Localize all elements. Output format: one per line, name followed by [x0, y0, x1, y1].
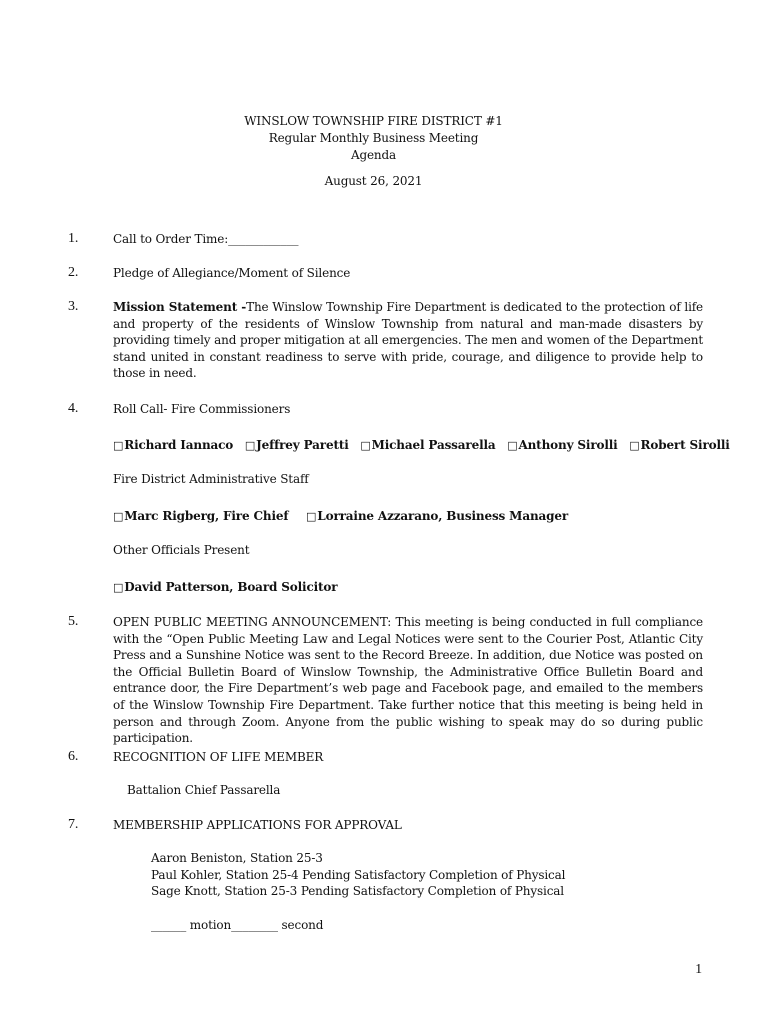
applicant-line: Aaron Beniston, Station 25-3: [151, 851, 323, 865]
motion-second-line: ______ motion________ second: [151, 918, 324, 932]
commissioner-entry[interactable]: □Anthony Sirolli: [507, 438, 618, 452]
admin-staff-heading: Fire District Administrative Staff: [113, 472, 309, 486]
applicant-line: Sage Knott, Station 25-3 Pending Satisfactory Completion of Physical: [151, 884, 564, 898]
commissioner-entry[interactable]: □Robert Sirolli: [629, 438, 730, 452]
mission-text: The Winslow Township Fire Department is dedicated to the protection of life and property of the residents of Winslow Township from natural and man-made disasters by providing timely and proper mitigation at all emergencies. The men and women of the Department stand united in constant readiness to serve with pride, courage, and diligence to provide help to those in need.: [113, 300, 704, 381]
document-header: [0, 113, 747, 190]
mission-statement: [113, 299, 703, 382]
page-number: 1: [695, 962, 702, 977]
item-text: Call to Order Time:____________: [113, 232, 299, 246]
checkbox-icon[interactable]: □: [507, 439, 518, 452]
checkbox-icon[interactable]: □: [306, 510, 317, 523]
item-text: Roll Call- Fire Commissioners: [113, 402, 291, 416]
admin-staff-checklist: [113, 508, 576, 525]
commissioner-entry[interactable]: □Jeffrey Paretti: [244, 438, 349, 452]
item-number: 3.: [68, 299, 79, 314]
commissioner-entry[interactable]: □Michael Passarella: [360, 438, 496, 452]
item-text: RECOGNITION OF LIFE MEMBER: [113, 750, 324, 764]
item-text: MEMBERSHIP APPLICATIONS FOR APPROVAL: [113, 818, 402, 832]
meeting-date: August 26, 2021: [324, 174, 423, 188]
commissioner-entry[interactable]: □Richard Iannaco: [113, 438, 234, 452]
item-text: Pledge of Allegiance/Moment of Silence: [113, 266, 351, 280]
staff-entry[interactable]: □Lorraine Azzarano, Business Manager: [306, 509, 569, 523]
org-title: WINSLOW TOWNSHIP FIRE DISTRICT #1: [244, 114, 503, 128]
staff-entry[interactable]: □Marc Rigberg, Fire Chief: [113, 509, 289, 523]
checkbox-icon[interactable]: □: [113, 439, 124, 452]
other-officials-heading: Other Officials Present: [113, 543, 250, 557]
life-member-name: Battalion Chief Passarella: [127, 783, 281, 797]
item-number: 1.: [68, 231, 79, 246]
item-text: OPEN PUBLIC MEETING ANNOUNCEMENT: This meeting is being conducted in full compliance with the “Open Public Meeting Law and Legal Notices were sent to the Courier Post, Atlantic City Press and a Sunshine Notice was sent to the Record Breeze. In addition, due Notice was posted on the Official Bulletin Board of Winslow Township, the Administrative Office Bulletin Board and entrance door, the Fire Department’s web page and Facebook page, and emailed to the members of the Winslow Township Fire Department. Take further notice that this meeting is being held in person and through Zoom. Anyone from the public wishing to speak may do so during public participation.: [113, 615, 703, 746]
commissioner-checklist: [113, 437, 738, 454]
meeting-title: Regular Monthly Business Meeting: [268, 131, 479, 145]
mission-label: Mission Statement -: [113, 300, 247, 314]
item-number: 5.: [68, 614, 79, 629]
checkbox-icon[interactable]: □: [360, 439, 371, 452]
item-number: 4.: [68, 401, 79, 416]
item-number: 7.: [68, 817, 79, 832]
checkbox-icon[interactable]: □: [629, 439, 640, 452]
applicant-line: Paul Kohler, Station 25-4 Pending Satisfactory Completion of Physical: [151, 868, 566, 882]
item-number: 2.: [68, 265, 79, 280]
agenda-title: Agenda: [350, 148, 397, 162]
other-officials-checklist: [113, 579, 345, 596]
checkbox-icon[interactable]: □: [113, 581, 124, 594]
checkbox-icon[interactable]: □: [113, 510, 124, 523]
checkbox-icon[interactable]: □: [244, 439, 256, 452]
official-entry[interactable]: □David Patterson, Board Solicitor: [113, 580, 338, 594]
item-number: 6.: [68, 749, 79, 764]
